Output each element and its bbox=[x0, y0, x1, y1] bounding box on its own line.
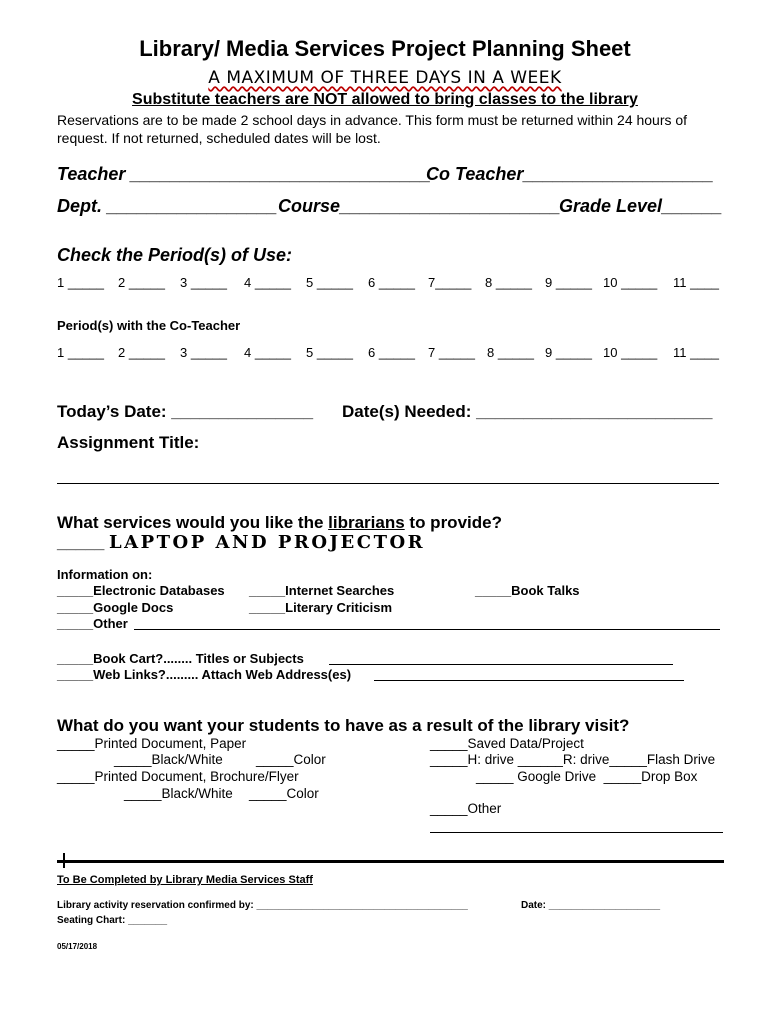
services-question-post: to provide? bbox=[404, 513, 502, 532]
co-period-5-checkbox[interactable]: 5 _____ bbox=[306, 345, 353, 360]
period-9-checkbox[interactable]: 9 _____ bbox=[545, 275, 592, 290]
book-cart-option[interactable]: _____Book Cart?........ Titles or Subjects bbox=[57, 651, 304, 666]
co-period-3-checkbox[interactable]: 3 _____ bbox=[180, 345, 227, 360]
co-period-2-checkbox[interactable]: 2 _____ bbox=[118, 345, 165, 360]
page-title: Library/ Media Services Project Planning Sheet bbox=[139, 36, 631, 61]
co-period-9-checkbox[interactable]: 9 _____ bbox=[545, 345, 592, 360]
grade-level-field[interactable]: Grade Level______ bbox=[559, 196, 723, 216]
periods-heading: Check the Period(s) of Use: bbox=[57, 245, 293, 265]
bw-brochure-option[interactable]: _____Black/White bbox=[124, 786, 233, 801]
co-teacher-field[interactable]: Co Teacher___________________ bbox=[426, 164, 714, 184]
co-period-7-checkbox[interactable]: 7 _____ bbox=[428, 345, 475, 360]
services-question-pre: What services would you like the bbox=[57, 513, 329, 532]
co-period-1-checkbox[interactable]: 1 _____ bbox=[57, 345, 104, 360]
other-service-line[interactable] bbox=[134, 629, 720, 630]
period-2-checkbox[interactable]: 2 _____ bbox=[118, 275, 165, 290]
printed-brochure-option[interactable]: _____Printed Document, Brochure/Flyer bbox=[57, 769, 299, 784]
teacher-field[interactable]: Teacher ______________________________ bbox=[57, 164, 431, 184]
information-on-label: Information on: bbox=[57, 567, 153, 582]
other-result-option[interactable]: _____Other bbox=[430, 801, 502, 816]
period-8-checkbox[interactable]: 8 _____ bbox=[485, 275, 532, 290]
co-teacher-periods-heading: Period(s) with the Co-Teacher bbox=[57, 318, 241, 333]
color-paper-option[interactable]: _____Color bbox=[256, 752, 326, 767]
form-date: 05/17/2018 bbox=[57, 942, 98, 951]
staff-heading: To Be Completed by Library Media Services Staff bbox=[57, 874, 313, 886]
assignment-title-label: Assignment Title: bbox=[57, 433, 200, 452]
period-11-checkbox[interactable]: 11 ____ bbox=[673, 275, 720, 290]
services-question bbox=[57, 513, 502, 533]
period-6-checkbox[interactable]: 6 _____ bbox=[368, 275, 415, 290]
google-docs-option[interactable]: _____Google Docs bbox=[57, 600, 174, 615]
assignment-title-line[interactable] bbox=[57, 483, 719, 484]
web-links-line[interactable] bbox=[374, 680, 684, 681]
laptop-blank: _____ bbox=[57, 533, 109, 552]
bw-paper-option[interactable]: _____Black/White bbox=[114, 752, 223, 767]
substitute-notice: Substitute teachers are NOT allowed to bring classes to the library bbox=[132, 91, 638, 108]
drive-options[interactable]: _____H: drive ______R: drive_____Flash Drive bbox=[430, 752, 716, 767]
confirmed-by-field[interactable]: Library activity reservation confirmed by: ______________________________________ bbox=[57, 900, 468, 911]
co-period-8-checkbox[interactable]: 8 _____ bbox=[487, 345, 534, 360]
reservation-note: Reservations are to be made 2 school days in advance. This form must be returned within 24 hours of request. If not returned, scheduled dates will be lost. bbox=[57, 112, 688, 146]
laptop-projector-option[interactable] bbox=[57, 532, 425, 553]
period-5-checkbox[interactable]: 5 _____ bbox=[306, 275, 353, 290]
literary-criticism-option[interactable]: _____Literary Criticism bbox=[249, 600, 393, 615]
max-days-notice: A MAXIMUM OF THREE DAYS IN A WEEK bbox=[208, 68, 562, 88]
period-7-checkbox[interactable]: 7_____ bbox=[428, 275, 472, 290]
divider-tick bbox=[63, 853, 65, 868]
co-period-6-checkbox[interactable]: 6 _____ bbox=[368, 345, 415, 360]
book-cart-line[interactable] bbox=[329, 664, 673, 665]
book-talks-option[interactable]: _____Book Talks bbox=[475, 583, 580, 598]
seating-chart-field[interactable]: Seating Chart: _______ bbox=[57, 915, 168, 926]
divider-line bbox=[57, 860, 724, 863]
web-links-option[interactable]: _____Web Links?......... Attach Web Address(es) bbox=[57, 667, 352, 682]
other-service-option[interactable]: _____Other bbox=[57, 616, 128, 631]
todays-date-field[interactable]: Today’s Date: _______________ bbox=[57, 402, 314, 421]
co-period-4-checkbox[interactable]: 4 _____ bbox=[244, 345, 291, 360]
other-result-line[interactable] bbox=[430, 832, 723, 833]
period-4-checkbox[interactable]: 4 _____ bbox=[244, 275, 291, 290]
internet-searches-option[interactable]: _____Internet Searches bbox=[249, 583, 395, 598]
results-question: What do you want your students to have as a result of the library visit? bbox=[57, 716, 630, 735]
period-3-checkbox[interactable]: 3 _____ bbox=[180, 275, 227, 290]
course-field[interactable]: Course______________________ bbox=[278, 196, 561, 216]
electronic-databases-option[interactable]: _____Electronic Databases bbox=[57, 583, 225, 598]
librarians-link: librarians bbox=[328, 513, 405, 532]
color-brochure-option[interactable]: _____Color bbox=[249, 786, 319, 801]
staff-date-field[interactable]: Date: ____________________ bbox=[521, 900, 661, 911]
co-period-10-checkbox[interactable]: 10 _____ bbox=[603, 345, 658, 360]
period-1-checkbox[interactable]: 1 _____ bbox=[57, 275, 104, 290]
period-10-checkbox[interactable]: 10 _____ bbox=[603, 275, 658, 290]
cloud-drive-options[interactable]: _____ Google Drive _____Drop Box bbox=[476, 769, 698, 784]
saved-data-option[interactable]: _____Saved Data/Project bbox=[430, 736, 584, 751]
dept-field[interactable]: Dept. _________________ bbox=[57, 196, 278, 216]
dates-needed-field[interactable]: Date(s) Needed: _________________________ bbox=[342, 402, 713, 421]
laptop-projector-label: LAPTOP AND PROJECTOR bbox=[109, 532, 426, 553]
co-period-11-checkbox[interactable]: 11 ____ bbox=[673, 345, 720, 360]
printed-paper-option[interactable]: _____Printed Document, Paper bbox=[57, 736, 247, 751]
